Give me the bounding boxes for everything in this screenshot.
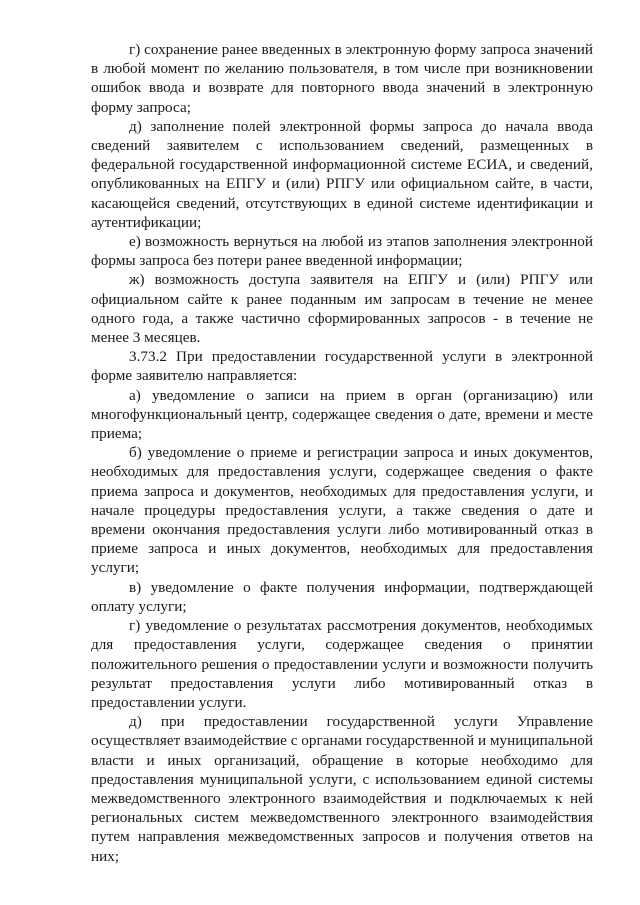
- paragraph-g-saving-values: г) сохранение ранее введенных в электронную форму запроса значений в любой момент по желанию пользователя, в том числе при возникновении ошибок ввода и возврате для повторного ввода значений в электронную форму запроса;: [91, 41, 593, 116]
- paragraph-v-payment-notice: в) уведомление о факте получения информации, подтверждающей оплату услуги;: [91, 578, 593, 615]
- paragraph-g-results-notice: г) уведомление о результатах рассмотрения документов, необходимых для предоставления услуги, содержащее сведения о принятии положительного решения о предоставлении услуги и возможности получить результат предоставления услуги либо мотивированный отказ в предоставлении услуги.: [91, 617, 593, 711]
- document-page: [91, 40, 593, 866]
- paragraph-b-registration-notice: б) уведомление о приеме и регистрации запроса и иных документов, необходимых для предоставления услуги, содержащее сведения о факте приема запроса и документов, необходимых для предоставления услуги, и начале процедуры предоставления услуги, а также сведения о дате и времени окончания предоставления услуги либо мотивированный отказ в приеме запроса и иных документов, необходимых для предоставления услуги;: [91, 444, 593, 577]
- paragraph-d-interagency: д) при предоставлении государственной услуги Управление осуществляет взаимодействие с органами государственной и муниципальной власти и иных организаций, обращение в которые необходимо для предоставления муниципальной услуги, с использованием единой системы межведомственного электронного взаимодействия и подключаемых к ней региональных систем межведомственного электронного взаимодействия путем направления межведомственных запросов и получения ответов на них;: [91, 713, 593, 865]
- paragraph-3-73-2-heading: 3.73.2 При предоставлении государственной услуги в электронной форме заявителю направляется:: [91, 348, 593, 385]
- paragraph-e-return-to-step: е) возможность вернуться на любой из этапов заполнения электронной формы запроса без потери ранее введенной информации;: [91, 233, 593, 270]
- paragraph-a-appointment-notice: а) уведомление о записи на прием в орган (организацию) или многофункциональный центр, содержащее сведения о дате, времени и месте приема;: [91, 386, 593, 443]
- paragraph-zh-access-requests: ж) возможность доступа заявителя на ЕПГУ и (или) РПГУ или официальном сайте к ранее поданным им запросам в течение не менее одного года, а также частично сформированных запросов - в течение не менее 3 месяцев.: [91, 271, 593, 347]
- paragraph-d-prefill-fields: д) заполнение полей электронной формы запроса до начала ввода сведений заявителем с использованием сведений, размещенных в федеральной государственной информационной системе ЕСИА, и сведений, опубликованных на ЕПГУ и (или) РПГУ или официальном сайте, в части, касающейся сведений, отсутствующих в единой системе идентификации и аутентификации;: [91, 117, 593, 231]
